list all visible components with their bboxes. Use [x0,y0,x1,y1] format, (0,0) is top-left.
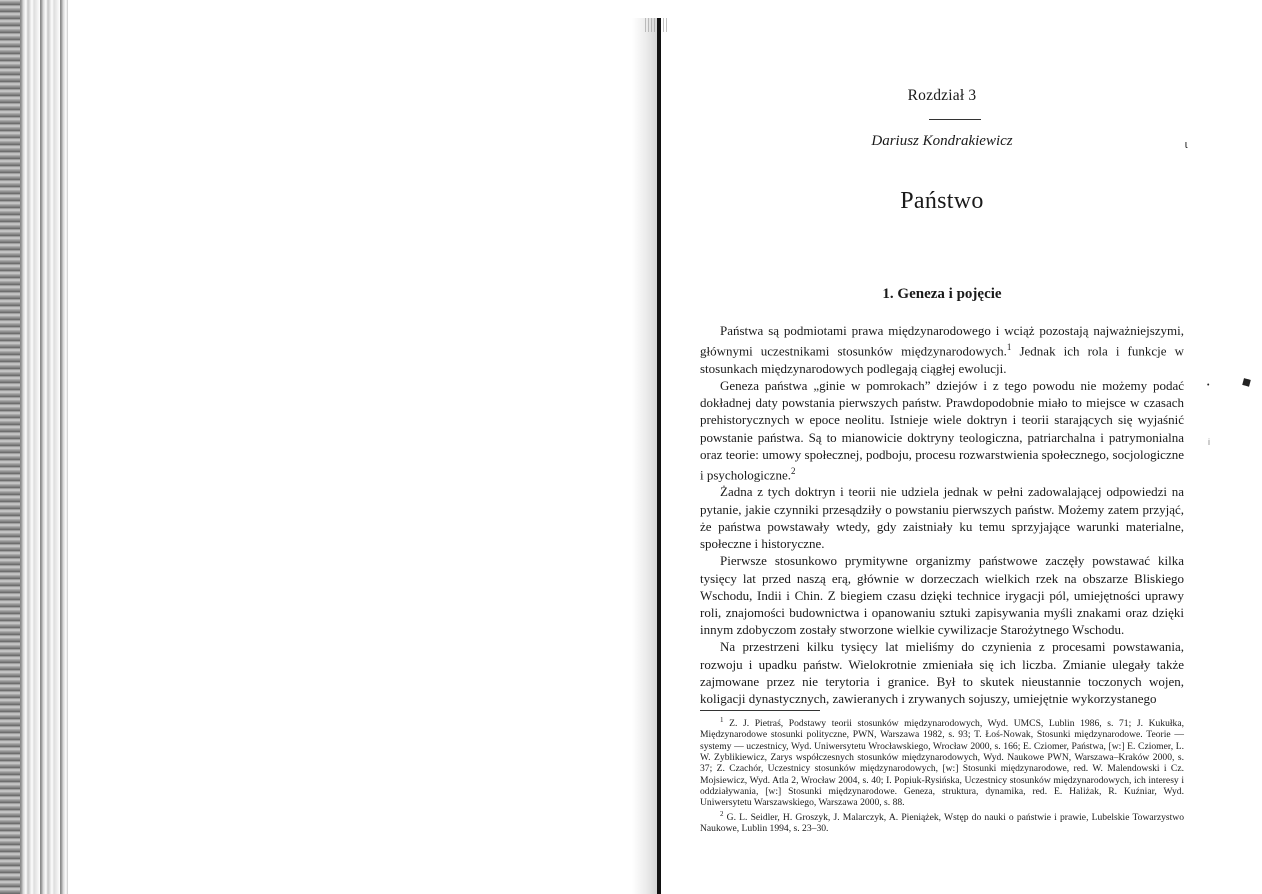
paragraph [700,483,1184,552]
paragraph-text: Żadna z tych doktryn i teorii nie udziela jednak w pełni zadowalającej odpowiedzi na pytanie, jakie czynniki przesądziły o powstaniu pierwszych państw. Możemy zatem przyjąć, że państwa powstawały wtedy, gdy zaistniały ku temu sprzyjające warunki materialne, społeczne i historyczne. [700,484,1184,552]
paragraph [700,377,1184,484]
paragraph-text: Państwa są podmiotami prawa międzynarodowego i wciąż pozostają najważniejszymi, głównymi uczestnikami stosunków międzynarodowych. [700,323,1184,359]
book-spine-line [657,18,661,894]
paragraph-text: Geneza państwa „ginie w pomrokach” dziejów i z tego powodu nie możemy podać dokładnej daty powstania pierwszych państw. Prawdopodobnie miało to miejsce w czasach prehistorycznych w epoce neolitu. Istnieje wiele doktryn i teorii starających się wyjaśnić powstanie państwa. Są to mianowicie doktryny teologiczna, patriarchalna i patrymonialna oraz teorie: umowy społecznej, podboju, procesu rozwarstwienia społecznego, socjologiczne i psychologiczne. [700,377,1184,483]
footnote-ref: 2 [790,465,796,476]
book-page-right [700,0,1185,894]
scan-mark: • [1207,382,1210,389]
chapter-label: Rozdział 3 [907,87,977,104]
chapter-title: Państwo [900,188,984,214]
footnotes [700,715,1184,834]
footnote [700,715,1184,809]
footnote-ref: 1 [1006,342,1012,353]
paragraph [700,322,1184,377]
divider [929,119,981,120]
footnote-number: 2 [720,809,724,818]
footnote-text: G. L. Seidler, H. Groszyk, J. Malarczyk, A. Pieniążek, Wstęp do nauki o państwie i prawie, Lubelskie Towarzystwo Naukowe, Lublin 1994, s. 23–30. [700,811,1185,835]
book-spine-shadow [632,18,660,894]
footnote [700,809,1184,835]
scan-mark: ◆ [1237,372,1255,391]
paragraph-text: Jednak ich rola i funkcje w stosunkach międzynarodowych podlegają ciągłej ewolucji. [700,343,1184,376]
chapter-author: Dariusz Kondrakiewicz [871,133,1013,149]
paragraph [700,638,1184,707]
scan-mark: i [1208,437,1210,447]
scan-edge-left [0,0,68,894]
paragraph-text: Na przestrzeni kilku tysięcy lat mieliśmy do czynienia z procesami powstawania, rozwoju i upadku państw. Wielokrotnie zmieniała się ich liczba. Zmianie ulegały także zajmowane przez nie terytoria i granice. Był to skutek nieustannie toczonych wojen, koligacji dynastycznych, zawieranych i zrywanych sojuszy, umiejętnie wykorzystanego [700,639,1184,706]
section-heading: 1. Geneza i pojęcie [882,286,1002,302]
footnote-divider [700,710,820,711]
scan-mark: ɩ [1185,139,1188,151]
footnote-number: 1 [720,716,724,724]
paragraph [700,552,1184,638]
paragraph-text: Pierwsze stosunkowo prymitywne organizmy państwowe zaczęły powstawać kilka tysięcy lat przed naszą erą, głównie w dorzeczach wielkich rzek na obszarze Bliskiego Wschodu, Indii i Chin. Z biegiem czasu dzięki technice irygacji pól, umiejętności uprawy roli, znajomości budownictwa i opanowaniu sztuki zapisywania myśli znakami oraz dzięki innym zdobyczom zostały stworzone wielkie cywilizacje Starożytnego Wschodu. [700,553,1184,638]
body-text [700,322,1184,707]
footnote-text: Z. J. Pietraś, Podstawy teorii stosunków międzynarodowych, Wyd. UMCS, Lublin 1986, s. 71; J. Kukułka, Międzynarodowe stosunki polityczne, PWN, Warszawa 1982, s. 93; T. Łoś-Nowak, Stosunki międzynarodowe. Teorie — systemy — uczestnicy, Wyd. Uniwersytetu Wrocławskiego, Wrocław 2000, s. 166; E. Cziomer, Państwa, [w:] E. Cziomer, L. W. Zyblikiewicz, Zarys współczesnych stosunków międzynarodowych, Wyd. Naukowe PWN, Warszawa–Kraków 2000, s. 37; Z. Czachór, Uczestnicy stosunków międzynarodowych, [w:] Stosunki międzynarodowe, red. W. Malendowski i Cz. Mojsiewicz, Wyd. Atla 2, Wrocław 2004, s. 40; I. Popiuk-Rysińska, Uczestnicy stosunków międzynarodowych, ich interesy i oddziaływania, [w:] Stosunki międzynarodowe. Geneza, struktura, dynamika, red. E. Haliżak, R. Kuźniar, Wyd. Uniwersytetu Warszawskiego, Warszawa 2000, s. 88. [700,718,1185,809]
